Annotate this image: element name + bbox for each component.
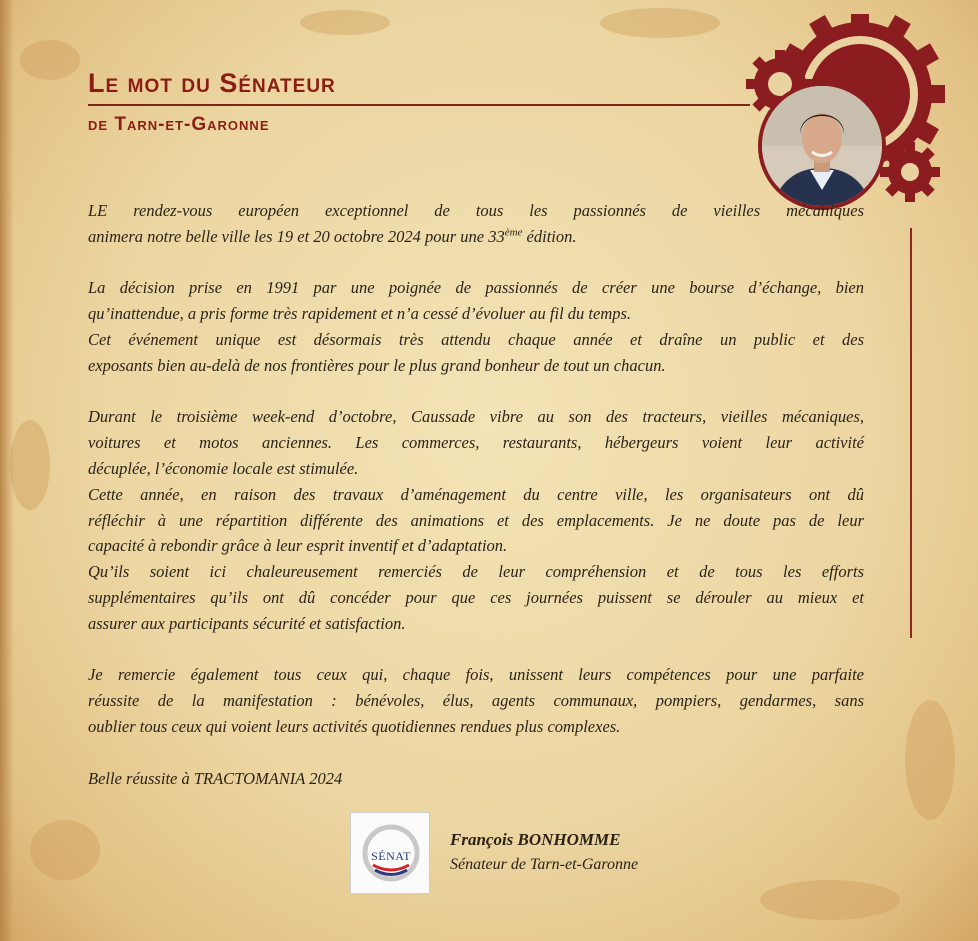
line-text: édition. xyxy=(522,226,577,246)
letter-paragraph xyxy=(88,766,864,792)
letter-line: Qu’ils soient ici chaleureusement remerciés de leur compréhension et de tous les efforts xyxy=(88,562,864,582)
paper-stain xyxy=(10,420,50,510)
letter-paragraph xyxy=(88,662,864,739)
letter-line: Belle réussite à TRACTOMANIA 2024 xyxy=(88,768,343,788)
letter-line: réussite de la manifestation : bénévoles, élus, agents communaux, pompiers, gendarmes, sans xyxy=(88,691,864,711)
letter-line: Je remercie également tous ceux qui, chaque fois, unissent leurs compétences pour une parfaite xyxy=(88,665,864,685)
paper-stain xyxy=(300,10,390,35)
letter-paragraph xyxy=(88,198,864,250)
letter-line: Cet événement unique est désormais très attendu chaque année et draîne un public et des xyxy=(88,329,864,349)
signature-role: Sénateur de Tarn-et-Garonne xyxy=(450,856,639,873)
letter-body xyxy=(88,198,864,817)
title-underline xyxy=(88,104,750,106)
paper-stain xyxy=(760,880,900,920)
letter-paragraph xyxy=(88,404,864,636)
letter-line xyxy=(88,224,864,250)
person-photo-icon xyxy=(762,86,882,206)
senat-logo xyxy=(350,812,430,894)
paper-stain xyxy=(20,40,80,80)
letter-line: Durant le troisième week-end d’octobre, Caussade vibre au son des tracteurs, vieilles mécaniques, xyxy=(88,407,864,427)
paper-stain xyxy=(600,8,720,38)
letter-line: oublier tous ceux qui voient leurs activités quotidiennes rendues plus complexes. xyxy=(88,716,621,736)
page-subtitle: de Tarn-et-Garonne xyxy=(88,114,270,135)
line-text: animera notre belle ville les 19 et 20 octobre 2024 pour une 33 xyxy=(88,226,505,246)
paper-stain xyxy=(30,820,100,880)
senat-logo-text: SÉNAT xyxy=(371,849,411,863)
letter-line: qu’inattendue, a pris forme très rapidement et n’a cessé d’évoluer au fil du temps. xyxy=(88,304,632,324)
paper-stain xyxy=(905,700,955,820)
side-divider xyxy=(910,228,912,638)
signature-name: François BONHOMME xyxy=(450,830,621,849)
letter-line: exposants bien au-delà de nos frontières pour le plus grand bonheur de tout un chacun. xyxy=(88,355,666,375)
senator-portrait xyxy=(758,82,886,210)
letter-line: réfléchir à une répartition différente des animations et des emplacements. Je ne doute pas de leur xyxy=(88,510,864,530)
letter-paragraph xyxy=(88,275,864,378)
letter-line: voitures et motos anciennes. Les commerces, restaurants, hébergeurs voient leur activité xyxy=(88,433,864,453)
letter-line: LE rendez-vous européen exceptionnel de tous les passionnés de vieilles mécaniques xyxy=(88,201,864,220)
letter-line: capacité à rebondir grâce à leur esprit inventif et d’adaptation. xyxy=(88,536,508,556)
letter-line: Cette année, en raison des travaux d’aménagement du centre ville, les organisateurs ont dû xyxy=(88,484,864,504)
letter-line: assurer aux participants sécurité et satisfaction. xyxy=(88,613,406,633)
page-title: Le mot du Sénateur xyxy=(88,68,336,98)
superscript: ème xyxy=(504,226,523,239)
letter-line: décuplée, l’économie locale est stimulée. xyxy=(88,458,359,478)
letter-line: La décision prise en 1991 par une poignée de passionnés de créer une bourse d’échange, bien xyxy=(88,278,864,298)
letter-line: supplémentaires qu’ils ont dû concéder pour que ces journées puissent se dérouler au mieux et xyxy=(88,587,864,607)
